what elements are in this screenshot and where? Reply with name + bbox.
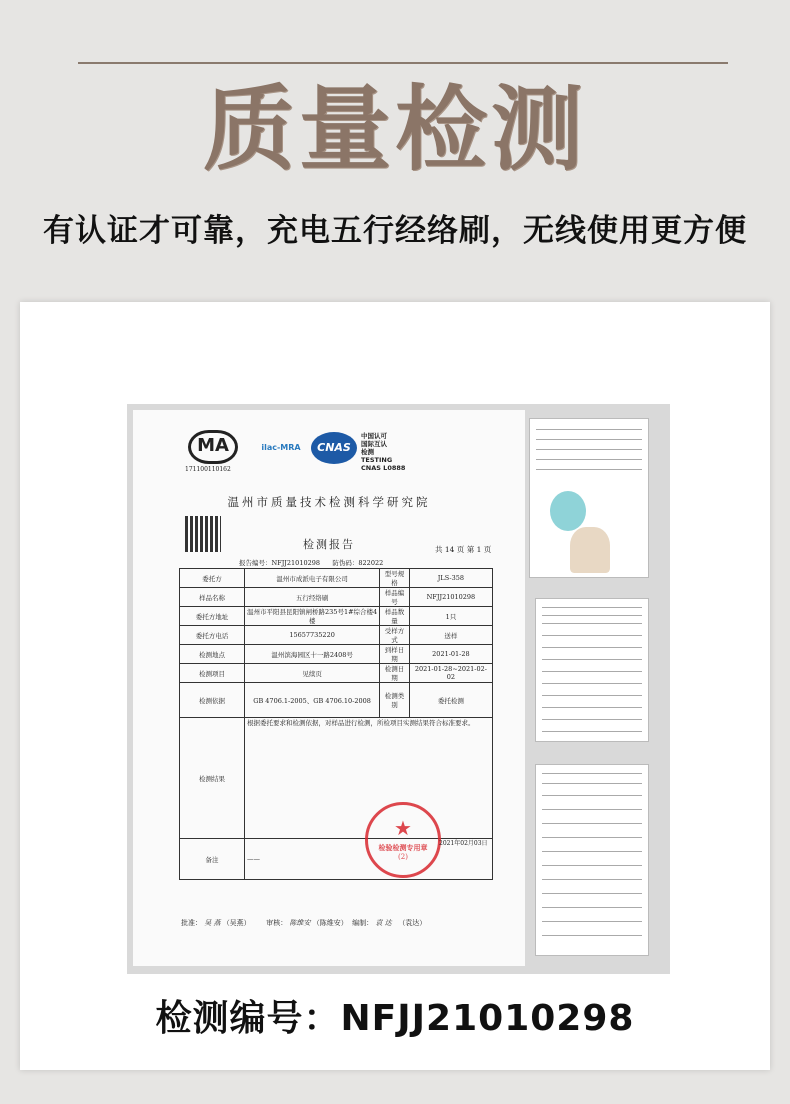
product-photo-icon: [550, 491, 586, 531]
table-cell: 温州市成派电子有限公司: [245, 569, 380, 588]
top-divider: [78, 62, 728, 64]
page-subtitle: 有认证才可靠，充电五行经络刷，无线使用更方便: [43, 213, 747, 249]
table-cell: 2021-01-28: [409, 645, 492, 664]
table-cell: 委托方地址: [180, 607, 245, 626]
table-cell: 检测依据: [180, 683, 245, 718]
report-table: [179, 568, 493, 880]
page-title: 质量检测: [202, 76, 587, 183]
table-cell: 见续页: [245, 664, 380, 683]
table-row: [180, 569, 493, 588]
continuation-page-2: [535, 598, 649, 742]
review-name: （陈维安）: [312, 919, 348, 927]
table-row: [180, 626, 493, 645]
cnas-text: 中国认可 国际互认 检测 TESTING CNAS L0888: [361, 432, 406, 472]
table-cell: 温州滨海园区十一路2408号: [245, 645, 380, 664]
report-page: [133, 410, 525, 966]
remark-label: 备注: [180, 839, 245, 880]
table-row: [180, 607, 493, 626]
table-cell: 委托方: [180, 569, 245, 588]
table-cell: 2021-01-28~2021-02-02: [409, 664, 492, 683]
table-row: [180, 664, 493, 683]
table-cell: 委托检测: [409, 683, 492, 718]
stamp-date: 2021年02月03日: [439, 840, 488, 847]
product-brush-icon: [570, 527, 610, 573]
official-stamp: [365, 802, 441, 878]
anti-fake-code: 防伪码：822022: [332, 559, 384, 567]
table-row: [180, 718, 493, 839]
table-cell: 1只: [409, 607, 492, 626]
table-cell: 检测日期: [380, 664, 410, 683]
stamp-label: 检验检测专用章: [378, 843, 428, 852]
table-cell: 五行经络刷: [245, 588, 380, 607]
stamp-number: (2): [398, 853, 408, 861]
continuation-page-1: [529, 418, 649, 578]
result-text: 根据委托要求和检测依据，对样品进行检测，所检项目实测结果符合标准要求。: [245, 718, 493, 839]
ma-number: 171100110162: [185, 466, 231, 473]
report-scan: [127, 404, 670, 974]
table-cell: NFJJ21010298: [409, 588, 492, 607]
cnas-logo-icon: CNAS: [311, 432, 357, 464]
table-cell: GB 4706.1-2005、GB 4706.10-2008: [245, 683, 380, 718]
table-cell: 检测项目: [180, 664, 245, 683]
table-cell: 样品数量: [380, 607, 410, 626]
table-cell: 样品编号: [380, 588, 410, 607]
continuation-page-3: [535, 764, 649, 956]
stamp-star-icon: ★: [394, 816, 412, 840]
compile-name: （袁达）: [398, 919, 427, 927]
table-row: [180, 683, 493, 718]
table-cell: JLS-358: [409, 569, 492, 588]
report-meta: [239, 558, 383, 567]
signature-line: 批准： 吴 燕 （吴燕） 审核： 陈维安 （陈维安） 编制： 袁 达 （袁达）: [181, 919, 427, 927]
table-cell: 样品名称: [180, 588, 245, 607]
table-cell: 检测地点: [180, 645, 245, 664]
ilac-logo-icon: ilac-MRA: [261, 443, 301, 452]
table-row: [180, 645, 493, 664]
page-count: 共 14 页 第 1 页: [435, 545, 492, 554]
table-row: [180, 588, 493, 607]
table-cell: 受样方式: [380, 626, 410, 645]
certificate-card: [20, 302, 770, 1070]
ma-logo-icon: MA: [188, 430, 238, 464]
table-cell: 型号规格: [380, 569, 410, 588]
approve-name: （吴燕）: [222, 919, 251, 927]
table-cell: 委托方电话: [180, 626, 245, 645]
review-label: 审核：: [266, 919, 288, 927]
remark-value: ——: [245, 839, 493, 880]
table-cell: 送样: [409, 626, 492, 645]
report-title: 检测报告: [303, 538, 355, 551]
table-cell: 到样日期: [380, 645, 410, 664]
report-number: 报告编号：NFJJ21010298: [239, 559, 320, 567]
table-cell: 温州市平阳县昆阳镇闸桥路235号1#综合楼4楼: [245, 607, 380, 626]
result-label: 检测结果: [180, 718, 245, 839]
table-cell: 检测类别: [380, 683, 410, 718]
test-number: 检测编号：NFJJ21010298: [155, 998, 635, 1039]
table-cell: 15657735220: [245, 626, 380, 645]
compile-label: 编制：: [352, 919, 374, 927]
institute-name: 温州市质量技术检测科学研究院: [227, 495, 431, 509]
approve-label: 批准：: [181, 919, 202, 927]
